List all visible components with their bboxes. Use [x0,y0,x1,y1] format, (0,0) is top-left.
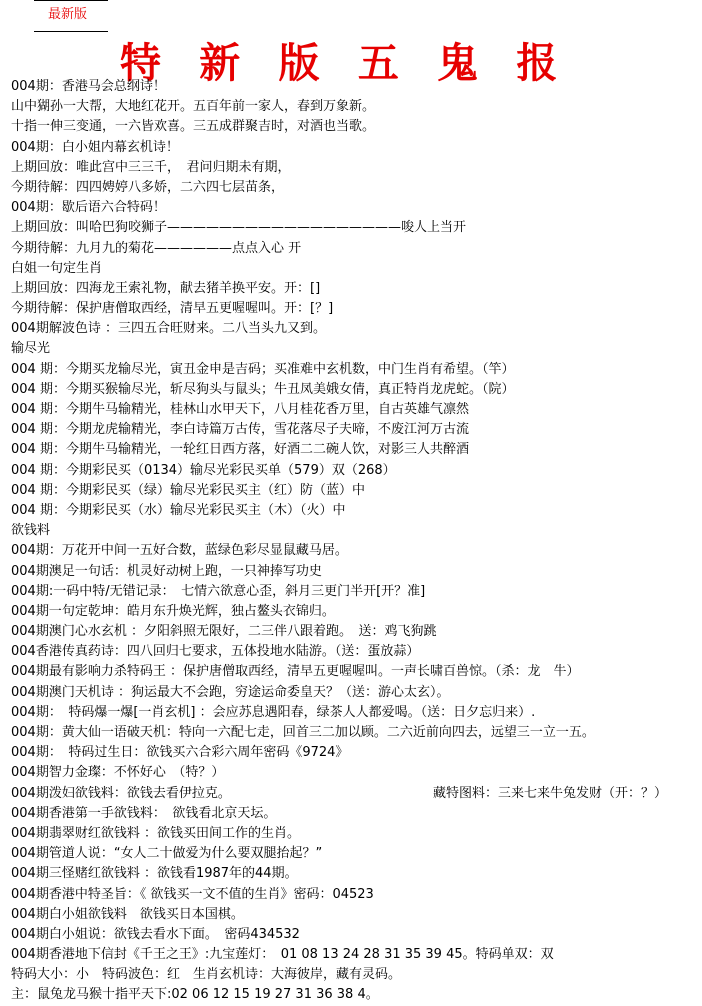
text-line: 004期澳门天机诗 ：狗运最大不会跑，穷途运命委皇天？（送：游心太玄）。 [11,684,450,700]
text-line: 004期香港中特圣旨：《 欲钱买一文不值的生肖》密码：04523 [11,886,374,902]
text-line: 山中猢孙一大帮，大地红花开。五百年前一家人，春到万象新。 [11,99,376,115]
text-line: 004期香港地下信封《千王之王》:九宝莲灯： 01 08 13 24 28 31 35 39 45。特码单双：双 [11,947,554,963]
text-line: 十指一伸三变通，一六皆欢喜。三五成群聚吉时，对酒也当歌。 [11,119,376,135]
edition-badge [34,0,108,32]
text-line: 主：鼠兔龙马猴十指平天下:02 06 12 15 19 27 31 36 38 4。 [11,987,379,1003]
text-line-with-note [11,784,696,804]
text-line: 004 期：今期龙虎输精光，李白诗篇万古传，雪花落尽子夫啼，不废江河万古流 [11,422,469,438]
text-line: 004 期：今期牛马输精光，桂林山水甲天下，八月桂花香万里，自古英雄气凛然 [11,402,469,417]
text-line: 上期回放：叫哈巴狗咬狮子——————————————————唆人上当开 [11,220,467,236]
text-line: 004期三怪赌红欲钱料 ：欲钱看1987年的44期。 [11,866,298,882]
text-line: 今期待解：四四娉婷八多娇，二六四七层苗条， [11,179,285,195]
text-line: 今期待解：保护唐僧取西经，清早五更喔喔叫。开：[？] [11,301,334,317]
text-line: 004期管道人说：“女人二十做爱为什么要双腿抬起？” [11,846,323,862]
text-line: 004期泼妇欲钱料：欲钱去看伊拉克。 [11,785,231,801]
text-line: 004 期：今期买龙输尽光，寅丑金申是吉码；买准难中玄机数，中门生肖有希望。（竿） [11,361,515,377]
content-block [11,77,696,1006]
text-line: 004期：黄大仙一语破天机：特向一六配七走，回首三二加以顾。二六近前向四去，远望三一立一五。 [11,725,595,740]
text-line: 004期香港第一手欲钱料： 欲钱看北京天坛。 [11,805,277,821]
text-line: 004期解波色诗 ：三四五合旺财来。二八当头九又到。 [11,321,326,337]
badge-top-rule [34,0,108,1]
text-line: 004期一句定乾坤：皓月东升焕光辉，独占鳌头衣锦归。 [11,603,335,619]
side-note: 藏特图料：三来七来牛兔发财（开：？） [433,785,668,801]
text-line: 004期澳门心水玄机 ：夕阳斜照无限好，二三伴八跟着跑。 送：鸡飞狗跳 [11,624,437,640]
text-line: 004期最有影响力杀特码王 ：保护唐僧取西经，清早五更喔喔叫。一声长啸百兽惊。（杀：龙 牛） [11,664,580,680]
text-line: 004期翡翠财红欲钱料 ：欲钱买田间工作的生肖。 [11,825,300,841]
badge-label: 最新版 [48,7,88,22]
section-heading: 欲钱料 [11,523,51,539]
text-line: 今期待解：九月九的菊花——————点点入心 开 [11,240,302,256]
text-line: 004期： 特码过生日：欲钱买六合彩六周年密码《9724》 [11,745,349,761]
text-line: 004期:一码中特/无错记录： 七情六欲意心歪，斜月三更门半开[开？准] [11,583,426,599]
text-line: 004期白小姐说：欲钱去看水下面。 密码434532 [11,926,300,942]
text-line: 004 期：今期彩民买（水）输尽光彩民买主（木）（火）中 [11,502,346,518]
text-line: 004期：歇后语六合特码！ [11,200,166,216]
text-line: 004期： 特码爆一爆[一肖玄机] ：会应苏息遇阳春，绿茶人人都爱喝。（送：日夕忘归来）. [11,704,536,720]
text-line: 上期回放：四海龙王索礼物，献去猪羊换平安。开：[] [11,280,321,296]
text-line: 004期：白小姐内幕玄机诗！ [11,139,179,155]
text-line: 特码大小：小 特码波色：红 生肖玄机诗：大海彼岸，藏有灵码。 [11,967,402,983]
page-title: 特 新 版 五 鬼 报 [120,39,570,87]
text-line: 004 期：今期彩民买（绿）输尽光彩民买主（红）防（蓝）中 [11,482,365,498]
text-line: 004期：香港马会总纲诗！ [11,79,166,94]
text-line: 004期智力金璨：不怀好心 （特？） [11,765,225,781]
text-line: 004期澳足一句话：机灵好动树上跑，一只神捧写功史 [11,563,322,579]
text-line: 004期白小姐欲钱料 欲钱买日本国棋。 [11,906,244,922]
text-line: 004香港传真药诗：四八回归七要求，五体投地水陆游。（送：蛋放蒜） [11,644,420,660]
section-heading: 输尽光 [11,341,51,357]
text-line: 004 期：今期牛马输精光，一轮红日西方落，好酒二二碗人饮，对影三人共醉酒 [11,442,469,458]
text-line: 上期回放：唯此宫中三三千， 君问归期未有期， [11,159,291,175]
text-line: 004期：万花开中间一五好合数，蓝绿色彩尽显鼠藏马居。 [11,543,348,559]
text-line: 004 期：今期买猴输尽光，斩尽狗头与鼠头；牛丑凤美娥女倩，真正特肖龙虎蛇。（院） [11,381,515,397]
text-line: 004 期：今期彩民买（0134）输尽光彩民买单（579）双（268） [11,462,396,478]
section-heading: 白姐一句定生肖 [11,260,103,276]
